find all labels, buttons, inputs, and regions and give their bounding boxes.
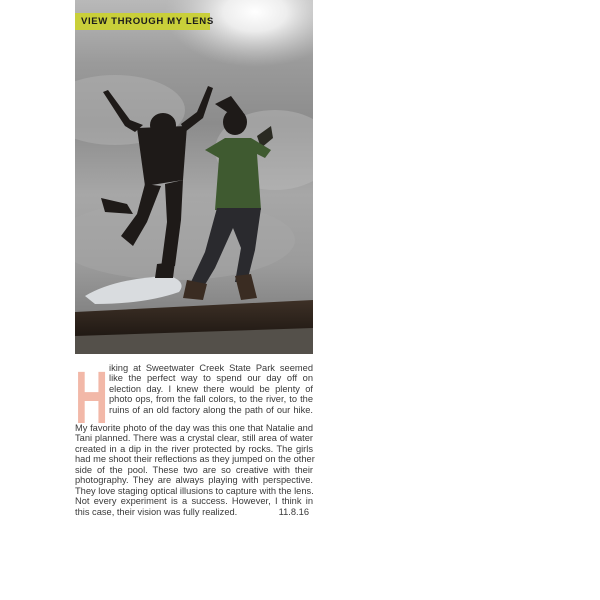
drop-cap — [75, 356, 109, 439]
journal-line: Not every experiment is a success. However, I think in — [75, 496, 313, 507]
photo-illustration — [75, 0, 313, 354]
journal-text — [75, 356, 315, 517]
white-rock — [85, 276, 182, 304]
journal-date: 11.8.16 — [278, 506, 309, 517]
journal-line: election day. I knew there would be plenty of — [109, 383, 313, 394]
photo-jumping-girls — [75, 0, 313, 354]
journal-line: side of the pool. These two are so creative with their — [75, 464, 313, 475]
journal-line: created in a dip in the river protected by rocks. The girls — [75, 443, 313, 454]
journal-line: They love staging optical illusions to capture with the lens. — [75, 485, 314, 496]
journal-line: photo ops, from the fall colors, to the river, to the — [109, 394, 313, 405]
journal-line: photography. They are always playing with perspective. — [75, 475, 313, 486]
drop-cap-letter: H — [75, 356, 109, 439]
journal-line: this case, their vision was fully realized. — [75, 506, 238, 517]
journal-line: iking at Sweetwater Creek State Park seemed — [109, 363, 313, 373]
banner-label: VIEW THROUGH MY LENS — [81, 16, 214, 27]
journal-line: Tani planned. There was a crystal clear, still area of water — [75, 433, 313, 444]
section-banner — [75, 13, 214, 30]
sun-glare — [165, 0, 313, 67]
journal-last-line — [75, 507, 313, 517]
journal-line: My favorite photo of the day was this one that Natalie and — [75, 423, 313, 433]
journal-line: had me shoot their reflections as they jumped on the other — [75, 454, 315, 465]
journal-line: like the perfect way to spend our day off on — [109, 373, 313, 384]
journal-line: ruins of an old factory along the path of our hike. — [109, 404, 313, 415]
